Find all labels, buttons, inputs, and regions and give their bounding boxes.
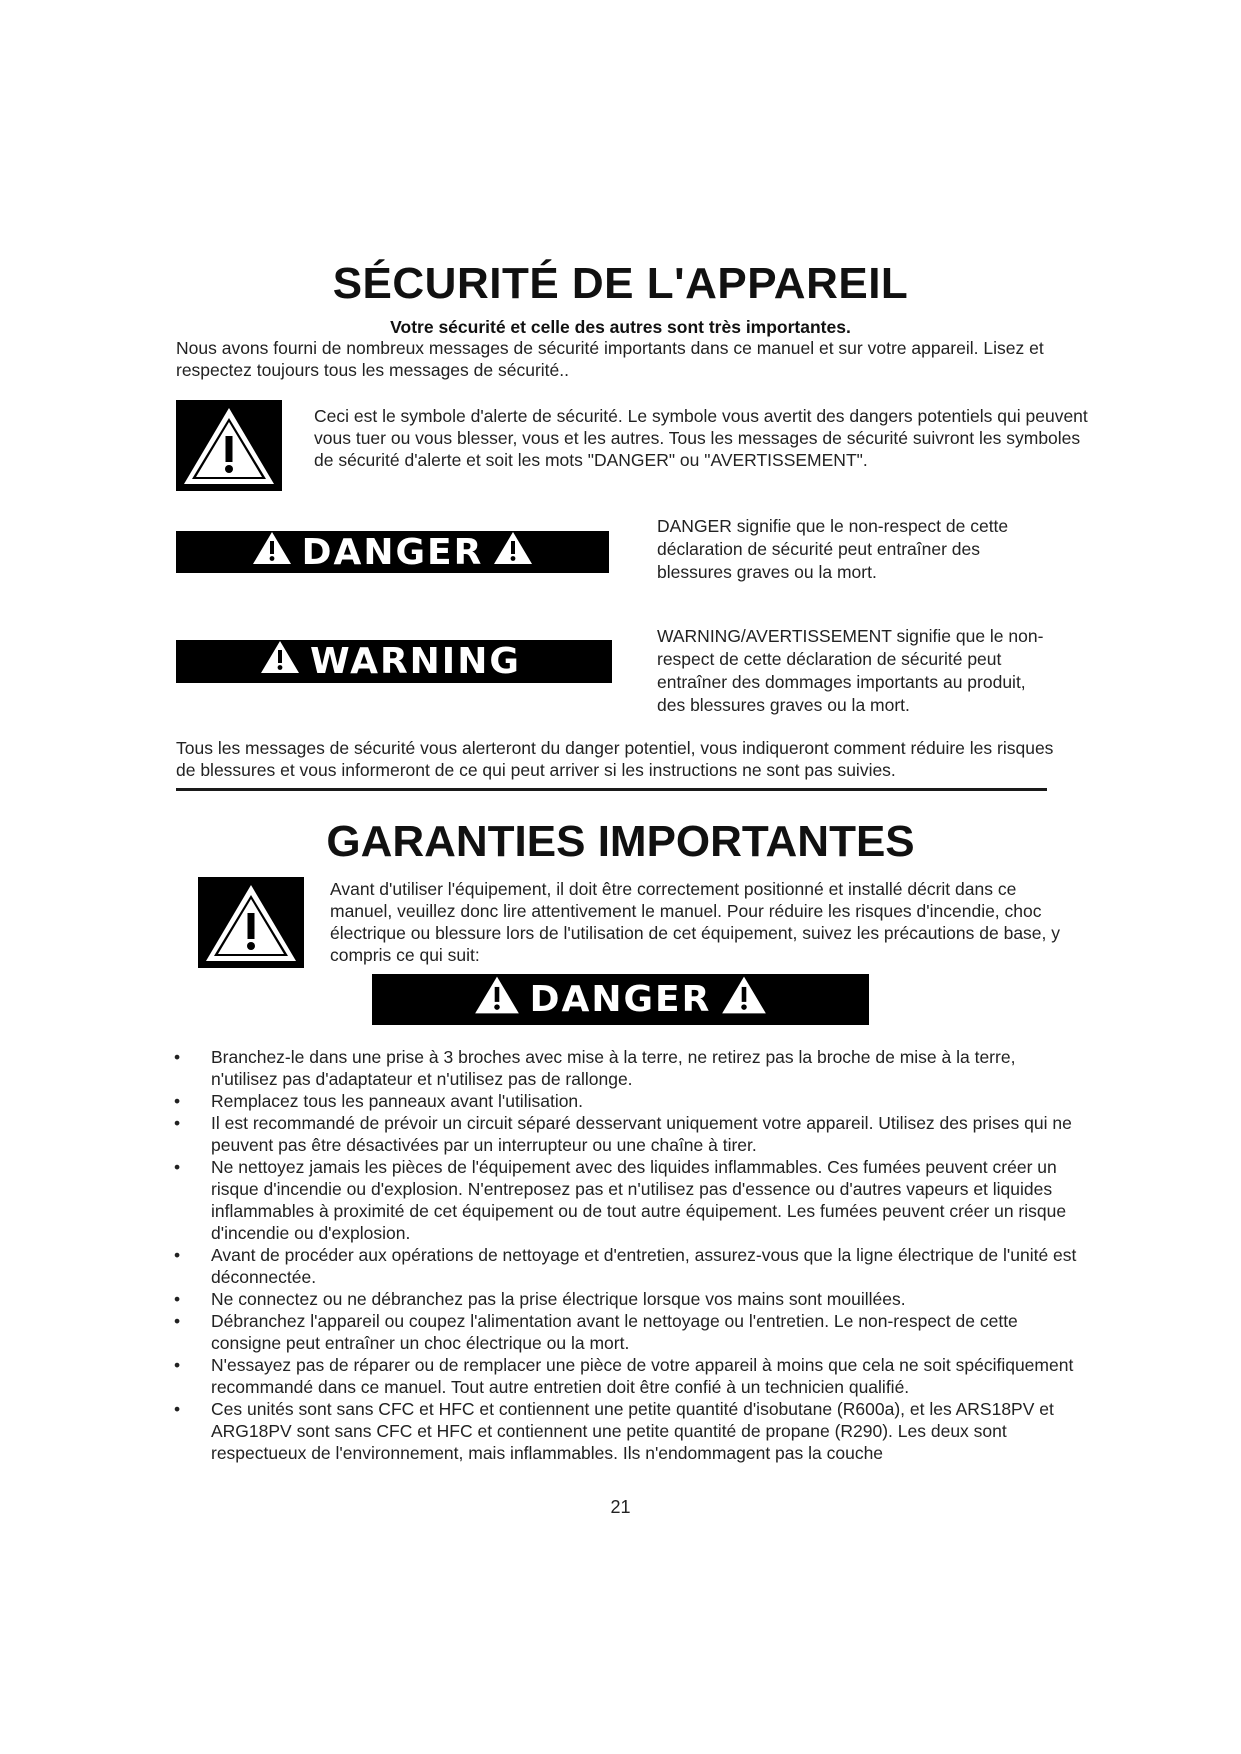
section1-title: SÉCURITÉ DE L'APPAREIL	[332, 259, 909, 308]
list-item: • Débranchez l'appareil ou coupez l'alimentation avant le nettoyage ou l'entretien. Le non-respect de cette consigne peut entraîner un choc électrique ou la mort.	[174, 1311, 1018, 1353]
warning-triangle-icon	[260, 640, 300, 683]
warning-triangle-icon	[493, 531, 533, 574]
precautions-list	[168, 1046, 1078, 1464]
section2-intro: Avant d'utiliser l'équipement, il doit être correctement positionné et installé décrit dans ce manuel, veuillez donc lire attentivement le manuel. Pour réduire les risques d'incendie, choc électrique ou blessure lors de l'utilisation de cet équipement, suivez les précautions de base, y compris ce qui suit:	[330, 879, 1061, 965]
section-divider	[176, 788, 1047, 791]
list-item-text: N'essayez pas de réparer ou de remplacer une pièce de votre appareil à moins que cela ne soit spécifiquement recommandé dans ce manuel. Tout autre entretien doit être confié à un technicien qualifié.	[211, 1355, 1074, 1397]
list-item-text: Avant de procéder aux opérations de nettoyage et d'entretien, assurez-vous que la ligne électrique de l'unité est déconnectée.	[211, 1245, 1077, 1287]
list-item-text: Remplacez tous les panneaux avant l'utilisation.	[211, 1091, 584, 1111]
safety-alert-description: Ceci est le symbole d'alerte de sécurité. Le symbole vous avertit des dangers potentiels qui peuvent vous tuer ou vous blesser, vous et les autres. Tous les messages de sécurité suivront les symboles de sécurité d'alerte et soit les mots "DANGER" ou "AVERTISSEMENT".	[314, 406, 1088, 470]
warning-label: WARNING	[310, 641, 521, 682]
list-item: • N'essayez pas de réparer ou de remplacer une pièce de votre appareil à moins que cela ne soit spécifiquement recommandé dans ce manuel. Tout autre entretien doit être confié à un technicien qualifié.	[174, 1355, 1074, 1397]
list-item: • Ces unités sont sans CFC et HFC et contiennent une petite quantité d'isobutane (R600a), et les ARS18PV et ARG18PV sont sans CFC et HFC et contiennent une petite quantité de propane (R290). Les deux sont respectueux de l'environnement, mais inflammables. Ils n'endommagent pas la couche	[174, 1399, 1054, 1463]
list-item: • Il est recommandé de prévoir un circuit séparé desservant uniquement votre appareil. Utilisez des prises qui ne peuvent pas être désactivées par un interrupteur ou une chaîne à tirer.	[174, 1113, 1072, 1155]
section2-title: GARANTIES IMPORTANTES	[326, 817, 915, 866]
danger-description: DANGER signifie que le non-respect de cette déclaration de sécurité peut entraîner des blessures graves ou la mort.	[657, 516, 1009, 582]
section1-closing: Tous les messages de sécurité vous alerteront du danger potentiel, vous indiqueront comment réduire les risques de blessures et vous informeront de ce qui peut arriver si les instructions ne sont pas suivies.	[176, 738, 1054, 780]
warning-triangle-icon	[474, 975, 520, 1024]
list-item: • Remplacez tous les panneaux avant l'utilisation.	[174, 1091, 584, 1111]
warning-description: WARNING/AVERTISSEMENT signifie que le non-respect de cette déclaration de sécurité peut entraîner des dommages importants au produit, des blessures graves ou la mort.	[657, 626, 1044, 715]
page-number: 21	[610, 1497, 631, 1517]
danger-label: DANGER	[301, 531, 484, 573]
list-item-text: Débranchez l'appareil ou coupez l'alimentation avant le nettoyage ou l'entretien. Le non-respect de cette consigne peut entraîner un choc électrique ou la mort.	[211, 1311, 1018, 1353]
list-item-text: Il est recommandé de prévoir un circuit séparé desservant uniquement votre appareil. Utilisez des prises qui ne peuvent pas être désactivées par un interrupteur ou une chaîne à tirer.	[211, 1113, 1072, 1155]
list-item: • Branchez-le dans une prise à 3 broches avec mise à la terre, ne retirez pas la broche de mise à la terre, n'utilisez pas d'adaptateur et n'utilisez pas de rallonge.	[174, 1047, 1016, 1089]
list-item-text: Branchez-le dans une prise à 3 broches avec mise à la terre, ne retirez pas la broche de mise à la terre, n'utilisez pas d'adaptateur et n'utilisez pas de rallonge.	[211, 1047, 1016, 1089]
warning-triangle-icon	[252, 531, 292, 574]
safety-alert-icon	[198, 877, 304, 968]
warning-banner	[176, 640, 612, 683]
list-item-text: Ces unités sont sans CFC et HFC et contiennent une petite quantité d'isobutane (R600a), et les ARS18PV et ARG18PV sont sans CFC et HFC et contiennent une petite quantité de propane (R290). Les deux sont respectueux de l'environnement, mais inflammables. Ils n'endommagent pas la couche	[211, 1399, 1054, 1463]
list-item-text: Ne connectez ou ne débranchez pas la prise électrique lorsque vos mains sont mouillées.	[211, 1289, 906, 1309]
list-item-text: Ne nettoyez jamais les pièces de l'équipement avec des liquides inflammables. Ces fumées peuvent créer un risque d'incendie ou d'explosion. N'entreposez pas et n'utilisez pas d'essence ou d'autres vapeurs et liquides inflammables à proximité de cet équipement ou de tout autre équipement. Les fumées peuvent créer un risque d'incendie ou d'explosion.	[211, 1157, 1067, 1243]
list-item: • Ne connectez ou ne débranchez pas la prise électrique lorsque vos mains sont mouillées.	[174, 1289, 906, 1309]
safety-alert-icon	[176, 400, 282, 491]
danger-banner	[372, 974, 869, 1025]
list-item: • Avant de procéder aux opérations de nettoyage et d'entretien, assurez-vous que la ligne électrique de l'unité est déconnectée.	[174, 1245, 1077, 1287]
warning-triangle-icon	[721, 975, 767, 1024]
danger-banner	[176, 531, 609, 573]
danger-label: DANGER	[529, 979, 712, 1020]
list-item: • Ne nettoyez jamais les pièces de l'équipement avec des liquides inflammables. Ces fumées peuvent créer un risque d'incendie ou d'explosion. N'entreposez pas et n'utilisez pas d'essence ou d'autres vapeurs et liquides inflammables à proximité de cet équipement ou de tout autre équipement. Les fumées peuvent créer un risque d'incendie ou d'explosion.	[174, 1157, 1067, 1243]
section1-subtitle: Votre sécurité et celle des autres sont très importantes.	[390, 317, 851, 337]
section1-intro: Nous avons fourni de nombreux messages de sécurité importants dans ce manuel et sur votre appareil. Lisez et respectez toujours tous les messages de sécurité..	[176, 338, 1044, 380]
